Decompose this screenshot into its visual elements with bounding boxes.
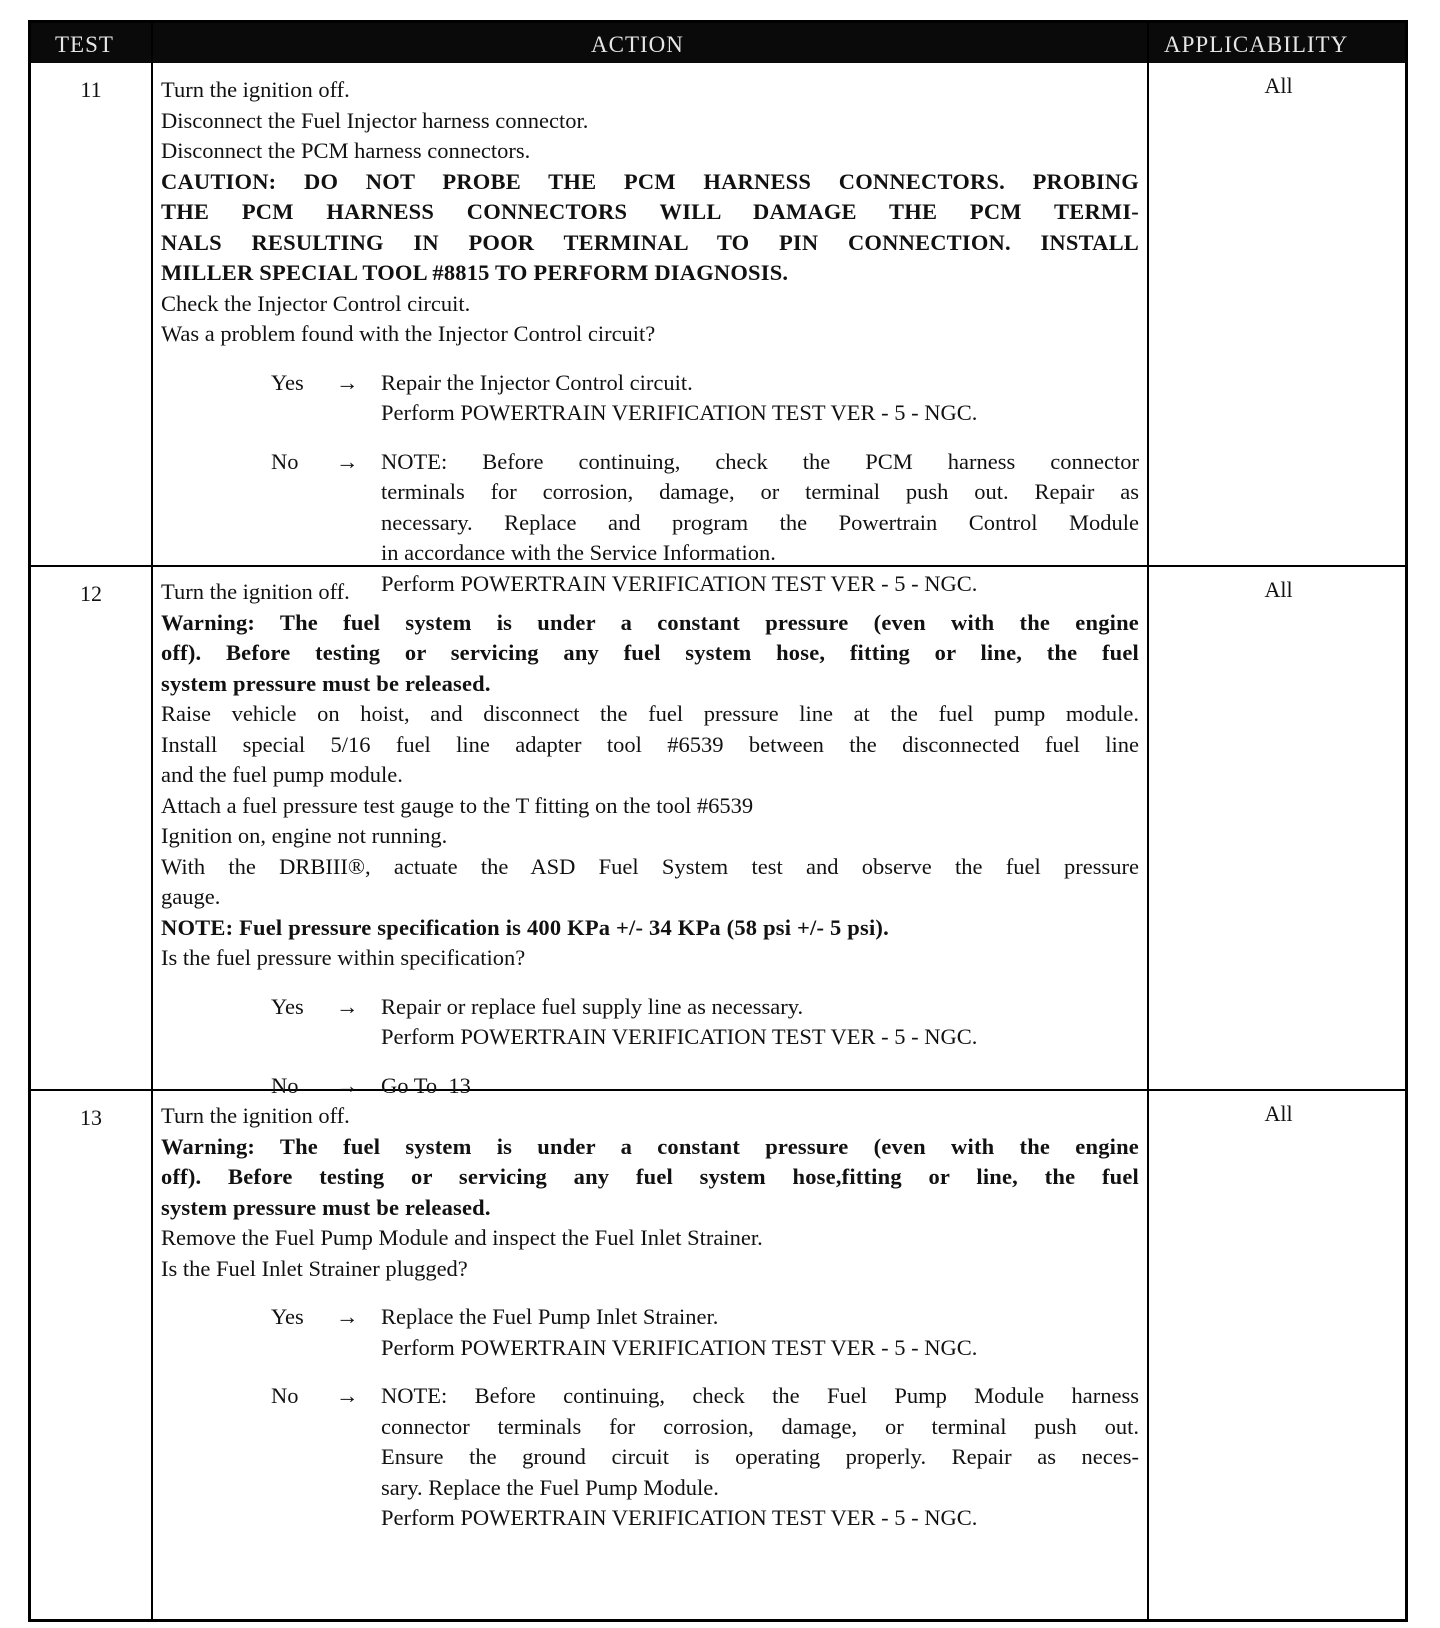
- question-line: Is the Fuel Inlet Strainer plugged?: [161, 1255, 468, 1281]
- answer-line: Replace the Fuel Pump Inlet Strainer.: [381, 1304, 719, 1329]
- yes-label: Yes: [271, 369, 304, 395]
- no-branch: [271, 1071, 1139, 1102]
- no-label: No: [271, 1383, 299, 1408]
- caution-line: MILLER SPECIAL TOOL #8815 TO PERFORM DIAGNOSIS.: [161, 260, 789, 285]
- table-header: [31, 23, 1405, 63]
- applicability-value: All: [1264, 577, 1293, 602]
- answer-line: Repair or replace fuel supply line as necessary.: [381, 993, 804, 1019]
- answer-line: Go To 13: [381, 1072, 471, 1098]
- action-line: Ignition on, engine not running.: [161, 823, 448, 848]
- yes-branch: [271, 992, 1139, 1053]
- answer-line: Perform POWERTRAIN VERIFICATION TEST VER - 5 - NGC.: [381, 1334, 978, 1360]
- action-cell: [161, 75, 1139, 599]
- arrow-right-icon: →: [336, 448, 359, 474]
- note-line: NOTE: Fuel pressure specification is 400 KPa +/- 34 KPa (58 psi +/- 5 psi).: [161, 914, 889, 940]
- caution-line: THE PCM HARNESS CONNECTORS WILL DAMAGE THE PCM TERMI-: [161, 199, 1139, 224]
- action-line: Remove the Fuel Pump Module and inspect the Fuel Inlet Strainer.: [161, 1225, 763, 1250]
- warning-line: system pressure must be released.: [161, 1194, 491, 1220]
- arrow-right-icon: →: [336, 993, 359, 1019]
- header-applicability: APPLICABILITY: [1164, 32, 1349, 57]
- answer-line: necessary. Replace and program the Powertrain Control Module: [381, 509, 1139, 535]
- test-number: 13: [80, 1105, 102, 1130]
- header-action: ACTION: [591, 32, 684, 57]
- arrow-right-icon: →: [336, 1072, 359, 1098]
- no-label: No: [271, 1072, 299, 1098]
- action-cell: [161, 1101, 1139, 1534]
- test-number: 12: [80, 581, 102, 606]
- action-cell: [161, 577, 1139, 1101]
- answer-line: NOTE: Before continuing, check the PCM harness connector: [381, 448, 1139, 474]
- action-line: Check the Injector Control circuit.: [161, 290, 471, 316]
- warning-line: off). Before testing or servicing any fuel system hose,fitting or line, the fuel: [161, 1164, 1139, 1189]
- answer-line: NOTE: Before continuing, check the Fuel Pump Module harness: [381, 1383, 1139, 1408]
- answer-line: connector terminals for corrosion, damage, or terminal push out.: [381, 1413, 1139, 1439]
- diagnostic-test-table: [28, 20, 1408, 1622]
- answer-line: in accordance with the Service Information.: [381, 540, 776, 565]
- warning-line: Warning: The fuel system is under a constant pressure (even with the engine: [161, 609, 1139, 635]
- action-line: Install special 5/16 fuel line adapter tool #6539 between the disconnected fuel line: [161, 731, 1139, 757]
- applicability-value: All: [1264, 1101, 1293, 1126]
- caution-line: NALS RESULTING IN POOR TERMINAL TO PIN CONNECTION. INSTALL: [161, 229, 1139, 255]
- warning-line: Warning: The fuel system is under a constant pressure (even with the engine: [161, 1133, 1139, 1159]
- action-line: Disconnect the PCM harness connectors.: [161, 138, 531, 163]
- arrow-right-icon: →: [336, 1304, 359, 1329]
- answer-line: Perform POWERTRAIN VERIFICATION TEST VER - 5 - NGC.: [381, 1024, 978, 1049]
- answer-line: Perform POWERTRAIN VERIFICATION TEST VER - 5 - NGC.: [381, 570, 978, 596]
- action-line: Turn the ignition off.: [161, 1103, 350, 1128]
- answer-line: Perform POWERTRAIN VERIFICATION TEST VER - 5 - NGC.: [381, 400, 978, 425]
- answer-line: terminals for corrosion, damage, or terminal push out. Repair as: [381, 479, 1139, 504]
- no-label: No: [271, 448, 299, 474]
- answer-line: Ensure the ground circuit is operating properly. Repair as neces-: [381, 1444, 1139, 1469]
- no-branch: [271, 1381, 1139, 1534]
- answer-line: Repair the Injector Control circuit.: [381, 369, 693, 395]
- action-line: gauge.: [161, 884, 221, 909]
- action-line: With the DRBIII®, actuate the ASD Fuel System test and observe the fuel pressure: [161, 853, 1139, 879]
- arrow-right-icon: →: [336, 369, 359, 395]
- action-line: and the fuel pump module.: [161, 762, 403, 787]
- column-divider: [151, 23, 153, 1619]
- action-line: Turn the ignition off.: [161, 77, 350, 102]
- test-number: 11: [80, 77, 102, 102]
- arrow-right-icon: →: [336, 1383, 359, 1408]
- warning-line: system pressure must be released.: [161, 670, 491, 696]
- caution-line: CAUTION: DO NOT PROBE THE PCM HARNESS CONNECTORS. PROBING: [161, 168, 1139, 194]
- action-line: Turn the ignition off.: [161, 579, 350, 604]
- warning-line: off). Before testing or servicing any fuel system hose, fitting or line, the fuel: [161, 640, 1139, 665]
- answer-line: Perform POWERTRAIN VERIFICATION TEST VER - 5 - NGC.: [381, 1505, 978, 1530]
- column-divider: [1147, 23, 1149, 1619]
- yes-branch: [271, 368, 1139, 429]
- yes-label: Yes: [271, 1304, 304, 1329]
- yes-branch: [271, 1302, 1139, 1363]
- header-test: TEST: [55, 32, 114, 57]
- action-line: Disconnect the Fuel Injector harness connector.: [161, 107, 589, 133]
- applicability-value: All: [1264, 73, 1293, 98]
- action-line: Raise vehicle on hoist, and disconnect the fuel pressure line at the fuel pump module.: [161, 701, 1139, 726]
- question-line: Is the fuel pressure within specification?: [161, 945, 526, 970]
- yes-label: Yes: [271, 993, 304, 1019]
- answer-line: sary. Replace the Fuel Pump Module.: [381, 1474, 719, 1500]
- action-line: Attach a fuel pressure test gauge to the T fitting on the tool #6539: [161, 792, 754, 818]
- question-line: Was a problem found with the Injector Control circuit?: [161, 321, 656, 346]
